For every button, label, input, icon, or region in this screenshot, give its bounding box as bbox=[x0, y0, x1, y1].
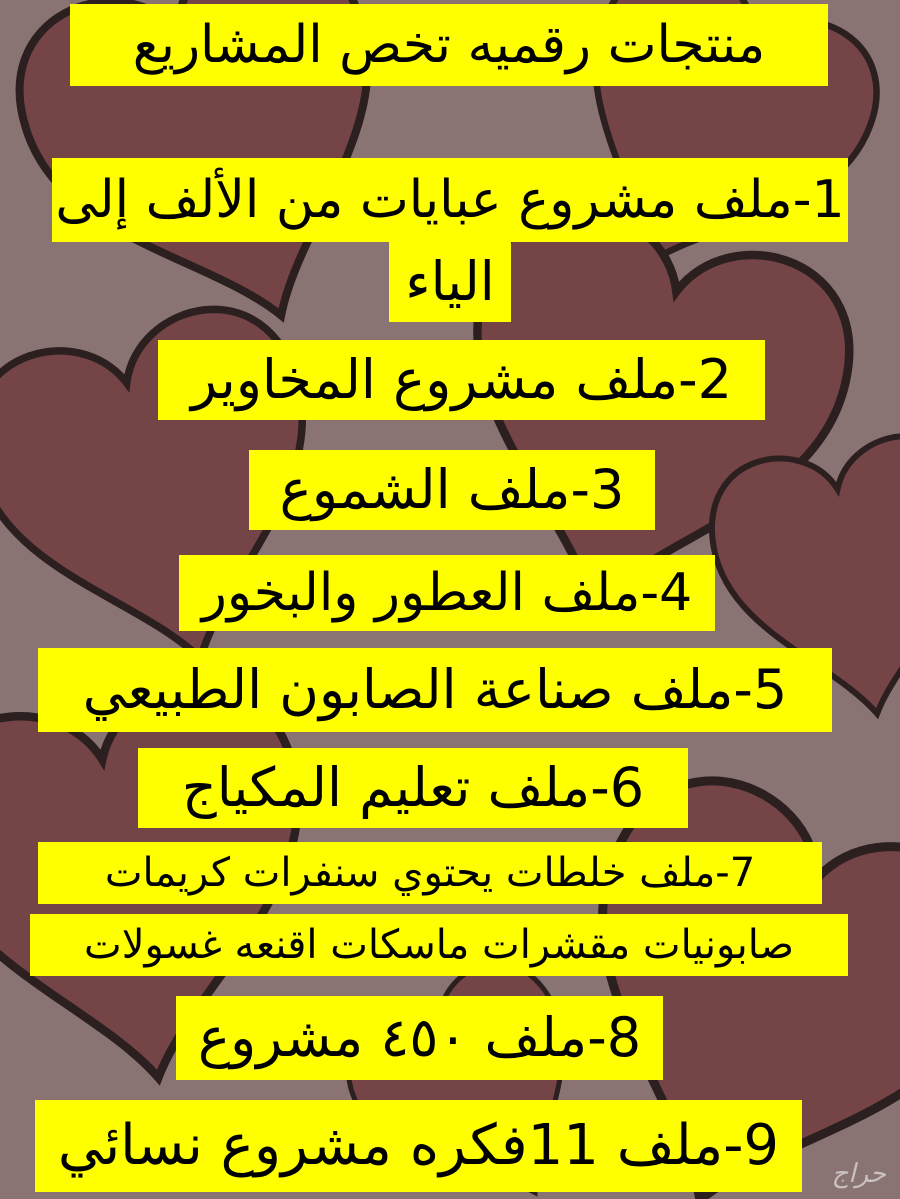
page-title: منتجات رقميه تخص المشاريع bbox=[70, 4, 828, 86]
list-item: 2-ملف مشروع المخاوير bbox=[158, 340, 765, 420]
list-item: الياء bbox=[389, 242, 511, 322]
list-item: صابونيات مقشرات ماسكات اقنعه غسولات bbox=[30, 914, 848, 976]
list-item: 8-ملف ٤٥٠ مشروع bbox=[176, 996, 663, 1080]
list-item: 4-ملف العطور والبخور bbox=[179, 555, 715, 631]
list-item: 3-ملف الشموع bbox=[249, 450, 655, 530]
list-item: 7-ملف خلطات يحتوي سنفرات كريمات bbox=[38, 842, 822, 904]
list-item: 6-ملف تعليم المكياج bbox=[138, 748, 688, 828]
list-item: 5-ملف صناعة الصابون الطبيعي bbox=[38, 648, 832, 732]
list-item: 1-ملف مشروع عبايات من الألف إلى bbox=[52, 158, 848, 242]
watermark-logo: حراج bbox=[831, 1159, 886, 1189]
list-item: 9-ملف 11فكره مشروع نسائي bbox=[35, 1100, 802, 1192]
